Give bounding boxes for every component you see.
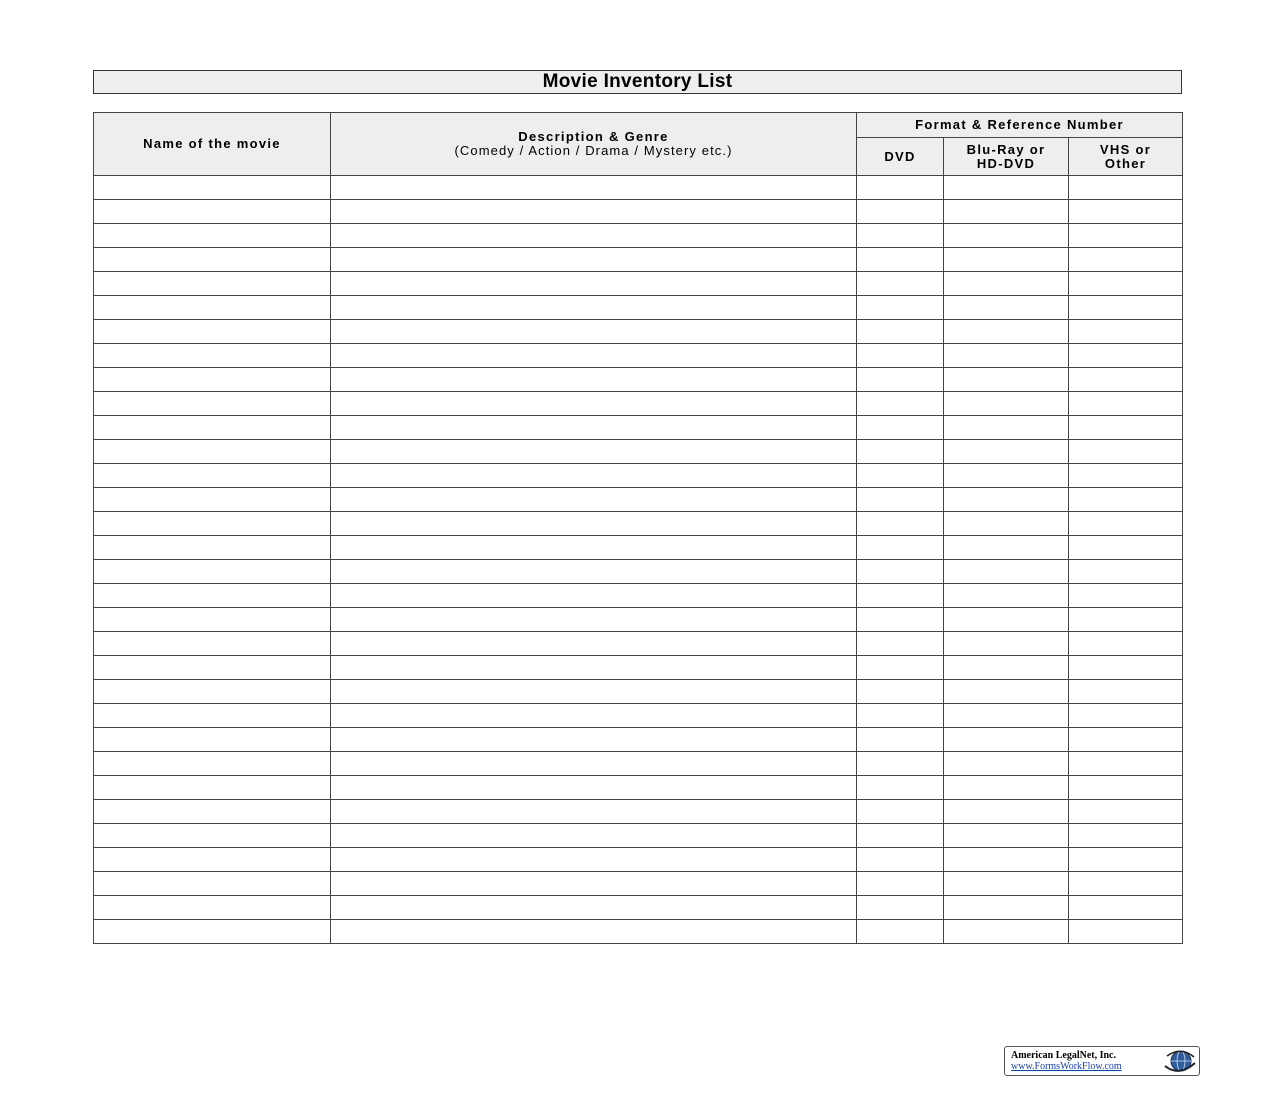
header-movie-name (94, 113, 331, 176)
cell-dvd[interactable] (857, 392, 944, 416)
cell-vhs[interactable] (1069, 248, 1183, 272)
cell-bluray[interactable] (944, 656, 1069, 680)
cell-description-genre[interactable] (331, 224, 857, 248)
cell-bluray[interactable] (944, 224, 1069, 248)
cell-movie-name[interactable] (94, 848, 331, 872)
cell-dvd[interactable] (857, 248, 944, 272)
cell-dvd[interactable] (857, 176, 944, 200)
footer-company-name: American LegalNet, Inc. (1011, 1050, 1116, 1061)
cell-bluray[interactable] (944, 920, 1069, 944)
cell-vhs[interactable] (1069, 680, 1183, 704)
cell-description-genre[interactable] (331, 920, 857, 944)
cell-description-genre[interactable] (331, 560, 857, 584)
cell-bluray[interactable] (944, 464, 1069, 488)
cell-dvd[interactable] (857, 368, 944, 392)
table-row (94, 728, 1183, 752)
cell-bluray[interactable] (944, 344, 1069, 368)
cell-movie-name[interactable] (94, 200, 331, 224)
cell-description-genre[interactable] (331, 776, 857, 800)
cell-dvd[interactable] (857, 536, 944, 560)
cell-description-genre[interactable] (331, 896, 857, 920)
cell-dvd[interactable] (857, 848, 944, 872)
table-row (94, 848, 1183, 872)
cell-description-genre[interactable] (331, 392, 857, 416)
cell-description-genre[interactable] (331, 344, 857, 368)
table-row (94, 536, 1183, 560)
cell-description-genre[interactable] (331, 416, 857, 440)
cell-description-genre[interactable] (331, 296, 857, 320)
header-bluray (944, 138, 1069, 176)
cell-bluray[interactable] (944, 392, 1069, 416)
cell-description-genre[interactable] (331, 632, 857, 656)
header-dvd-label: DVD (884, 148, 916, 164)
cell-dvd[interactable] (857, 752, 944, 776)
cell-movie-name[interactable] (94, 488, 331, 512)
cell-bluray[interactable] (944, 248, 1069, 272)
cell-movie-name[interactable] (94, 824, 331, 848)
cell-movie-name[interactable] (94, 872, 331, 896)
cell-movie-name[interactable] (94, 368, 331, 392)
cell-dvd[interactable] (857, 272, 944, 296)
cell-vhs[interactable] (1069, 752, 1183, 776)
cell-vhs[interactable] (1069, 584, 1183, 608)
cell-vhs[interactable] (1069, 776, 1183, 800)
cell-vhs[interactable] (1069, 488, 1183, 512)
cell-vhs[interactable] (1069, 632, 1183, 656)
cell-movie-name[interactable] (94, 392, 331, 416)
cell-vhs[interactable] (1069, 368, 1183, 392)
header-dvd (857, 138, 944, 176)
cell-dvd[interactable] (857, 656, 944, 680)
table-row (94, 272, 1183, 296)
cell-bluray[interactable] (944, 296, 1069, 320)
cell-movie-name[interactable] (94, 464, 331, 488)
cell-description-genre[interactable] (331, 824, 857, 848)
cell-vhs[interactable] (1069, 920, 1183, 944)
table-row (94, 656, 1183, 680)
table-row (94, 800, 1183, 824)
table-row (94, 248, 1183, 272)
inventory-rows (94, 176, 1183, 944)
cell-movie-name[interactable] (94, 728, 331, 752)
table-row (94, 920, 1183, 944)
cell-description-genre[interactable] (331, 368, 857, 392)
cell-dvd[interactable] (857, 440, 944, 464)
table-row (94, 440, 1183, 464)
cell-movie-name[interactable] (94, 680, 331, 704)
cell-dvd[interactable] (857, 800, 944, 824)
cell-vhs[interactable] (1069, 896, 1183, 920)
cell-bluray[interactable] (944, 536, 1069, 560)
cell-bluray[interactable] (944, 704, 1069, 728)
cell-movie-name[interactable] (94, 656, 331, 680)
footer-logo (1004, 1046, 1200, 1076)
cell-bluray[interactable] (944, 680, 1069, 704)
cell-description-genre[interactable] (331, 848, 857, 872)
cell-vhs[interactable] (1069, 176, 1183, 200)
cell-dvd[interactable] (857, 728, 944, 752)
cell-description-genre[interactable] (331, 728, 857, 752)
cell-bluray[interactable] (944, 752, 1069, 776)
table-row (94, 344, 1183, 368)
cell-dvd[interactable] (857, 224, 944, 248)
header-vhs-line1: VHS or (1099, 141, 1152, 157)
cell-vhs[interactable] (1069, 392, 1183, 416)
cell-vhs[interactable] (1069, 464, 1183, 488)
cell-vhs[interactable] (1069, 872, 1183, 896)
cell-bluray[interactable] (944, 728, 1069, 752)
header-format-reference-label: Format & Reference Number (915, 117, 1124, 132)
cell-movie-name[interactable] (94, 416, 331, 440)
cell-dvd[interactable] (857, 464, 944, 488)
cell-description-genre[interactable] (331, 872, 857, 896)
cell-movie-name[interactable] (94, 320, 331, 344)
table-row (94, 320, 1183, 344)
cell-vhs[interactable] (1069, 848, 1183, 872)
cell-dvd[interactable] (857, 488, 944, 512)
cell-dvd[interactable] (857, 584, 944, 608)
cell-movie-name[interactable] (94, 296, 331, 320)
cell-bluray[interactable] (944, 320, 1069, 344)
table-row (94, 680, 1183, 704)
cell-bluray[interactable] (944, 800, 1069, 824)
cell-dvd[interactable] (857, 608, 944, 632)
cell-description-genre[interactable] (331, 464, 857, 488)
cell-bluray[interactable] (944, 488, 1069, 512)
cell-movie-name[interactable] (94, 272, 331, 296)
cell-dvd[interactable] (857, 680, 944, 704)
cell-movie-name[interactable] (94, 440, 331, 464)
table-row (94, 200, 1183, 224)
cell-dvd[interactable] (857, 320, 944, 344)
cell-dvd[interactable] (857, 704, 944, 728)
cell-movie-name[interactable] (94, 608, 331, 632)
cell-bluray[interactable] (944, 872, 1069, 896)
cell-bluray[interactable] (944, 560, 1069, 584)
cell-movie-name[interactable] (94, 176, 331, 200)
cell-description-genre[interactable] (331, 320, 857, 344)
cell-bluray[interactable] (944, 272, 1069, 296)
header-movie-name-label: Name of the movie (143, 136, 281, 151)
cell-bluray[interactable] (944, 368, 1069, 392)
table-row (94, 584, 1183, 608)
header-vhs-line2: Other (1104, 155, 1147, 171)
table-row (94, 872, 1183, 896)
table-row (94, 560, 1183, 584)
table-row (94, 416, 1183, 440)
table-row (94, 296, 1183, 320)
cell-vhs[interactable] (1069, 320, 1183, 344)
cell-movie-name[interactable] (94, 560, 331, 584)
cell-bluray[interactable] (944, 200, 1069, 224)
cell-bluray[interactable] (944, 632, 1069, 656)
cell-vhs[interactable] (1069, 200, 1183, 224)
header-description-label: Description & Genre (518, 129, 669, 144)
cell-dvd[interactable] (857, 920, 944, 944)
cell-movie-name[interactable] (94, 800, 331, 824)
header-description-sub-label: (Comedy / Action / Drama / Mystery etc.) (454, 143, 733, 158)
cell-bluray[interactable] (944, 512, 1069, 536)
cell-bluray[interactable] (944, 440, 1069, 464)
cell-description-genre[interactable] (331, 704, 857, 728)
cell-dvd[interactable] (857, 296, 944, 320)
cell-vhs[interactable] (1069, 296, 1183, 320)
cell-movie-name[interactable] (94, 344, 331, 368)
cell-description-genre[interactable] (331, 512, 857, 536)
cell-bluray[interactable] (944, 776, 1069, 800)
movie-inventory-table (93, 112, 1183, 944)
cell-description-genre[interactable] (331, 536, 857, 560)
cell-dvd[interactable] (857, 344, 944, 368)
cell-description-genre[interactable] (331, 488, 857, 512)
cell-vhs[interactable] (1069, 512, 1183, 536)
cell-description-genre[interactable] (331, 272, 857, 296)
cell-bluray[interactable] (944, 176, 1069, 200)
cell-movie-name[interactable] (94, 584, 331, 608)
cell-vhs[interactable] (1069, 824, 1183, 848)
cell-vhs[interactable] (1069, 416, 1183, 440)
cell-dvd[interactable] (857, 872, 944, 896)
cell-vhs[interactable] (1069, 536, 1183, 560)
cell-vhs[interactable] (1069, 344, 1183, 368)
table-row (94, 224, 1183, 248)
table-row (94, 512, 1183, 536)
cell-dvd[interactable] (857, 776, 944, 800)
cell-vhs[interactable] (1069, 656, 1183, 680)
cell-dvd[interactable] (857, 512, 944, 536)
header-bluray-line1: Blu-Ray or (966, 141, 1046, 157)
cell-vhs[interactable] (1069, 704, 1183, 728)
cell-vhs[interactable] (1069, 800, 1183, 824)
header-description-genre (331, 113, 857, 176)
table-row (94, 392, 1183, 416)
table-row (94, 824, 1183, 848)
cell-description-genre[interactable] (331, 200, 857, 224)
cell-movie-name[interactable] (94, 752, 331, 776)
cell-vhs[interactable] (1069, 272, 1183, 296)
cell-description-genre[interactable] (331, 608, 857, 632)
header-bluray-line2: HD-DVD (976, 155, 1036, 171)
table-row (94, 176, 1183, 200)
cell-description-genre[interactable] (331, 680, 857, 704)
cell-description-genre[interactable] (331, 176, 857, 200)
cell-movie-name[interactable] (94, 704, 331, 728)
cell-dvd[interactable] (857, 824, 944, 848)
cell-dvd[interactable] (857, 416, 944, 440)
cell-bluray[interactable] (944, 824, 1069, 848)
table-row (94, 608, 1183, 632)
page-title: Movie Inventory List (93, 70, 1182, 94)
cell-movie-name[interactable] (94, 512, 331, 536)
cell-vhs[interactable] (1069, 728, 1183, 752)
cell-description-genre[interactable] (331, 440, 857, 464)
cell-vhs[interactable] (1069, 560, 1183, 584)
table-row (94, 896, 1183, 920)
cell-movie-name[interactable] (94, 776, 331, 800)
table-row (94, 752, 1183, 776)
cell-description-genre[interactable] (331, 248, 857, 272)
cell-description-genre[interactable] (331, 752, 857, 776)
header-vhs (1069, 138, 1183, 176)
table-row (94, 368, 1183, 392)
header-format-reference (857, 113, 1183, 138)
cell-movie-name[interactable] (94, 896, 331, 920)
cell-bluray[interactable] (944, 896, 1069, 920)
table-row (94, 488, 1183, 512)
table-row (94, 704, 1183, 728)
cell-movie-name[interactable] (94, 248, 331, 272)
cell-movie-name[interactable] (94, 224, 331, 248)
cell-movie-name[interactable] (94, 536, 331, 560)
globe-logo-icon (1161, 1048, 1197, 1074)
cell-description-genre[interactable] (331, 800, 857, 824)
cell-dvd[interactable] (857, 200, 944, 224)
cell-dvd[interactable] (857, 632, 944, 656)
cell-vhs[interactable] (1069, 224, 1183, 248)
table-row (94, 632, 1183, 656)
cell-dvd[interactable] (857, 560, 944, 584)
cell-movie-name[interactable] (94, 920, 331, 944)
cell-bluray[interactable] (944, 848, 1069, 872)
cell-description-genre[interactable] (331, 584, 857, 608)
cell-bluray[interactable] (944, 608, 1069, 632)
cell-bluray[interactable] (944, 584, 1069, 608)
footer-url-link[interactable]: www.FormsWorkFlow.com (1011, 1061, 1122, 1072)
cell-movie-name[interactable] (94, 632, 331, 656)
table-row (94, 776, 1183, 800)
cell-bluray[interactable] (944, 416, 1069, 440)
cell-vhs[interactable] (1069, 608, 1183, 632)
cell-dvd[interactable] (857, 896, 944, 920)
cell-description-genre[interactable] (331, 656, 857, 680)
cell-vhs[interactable] (1069, 440, 1183, 464)
table-row (94, 464, 1183, 488)
